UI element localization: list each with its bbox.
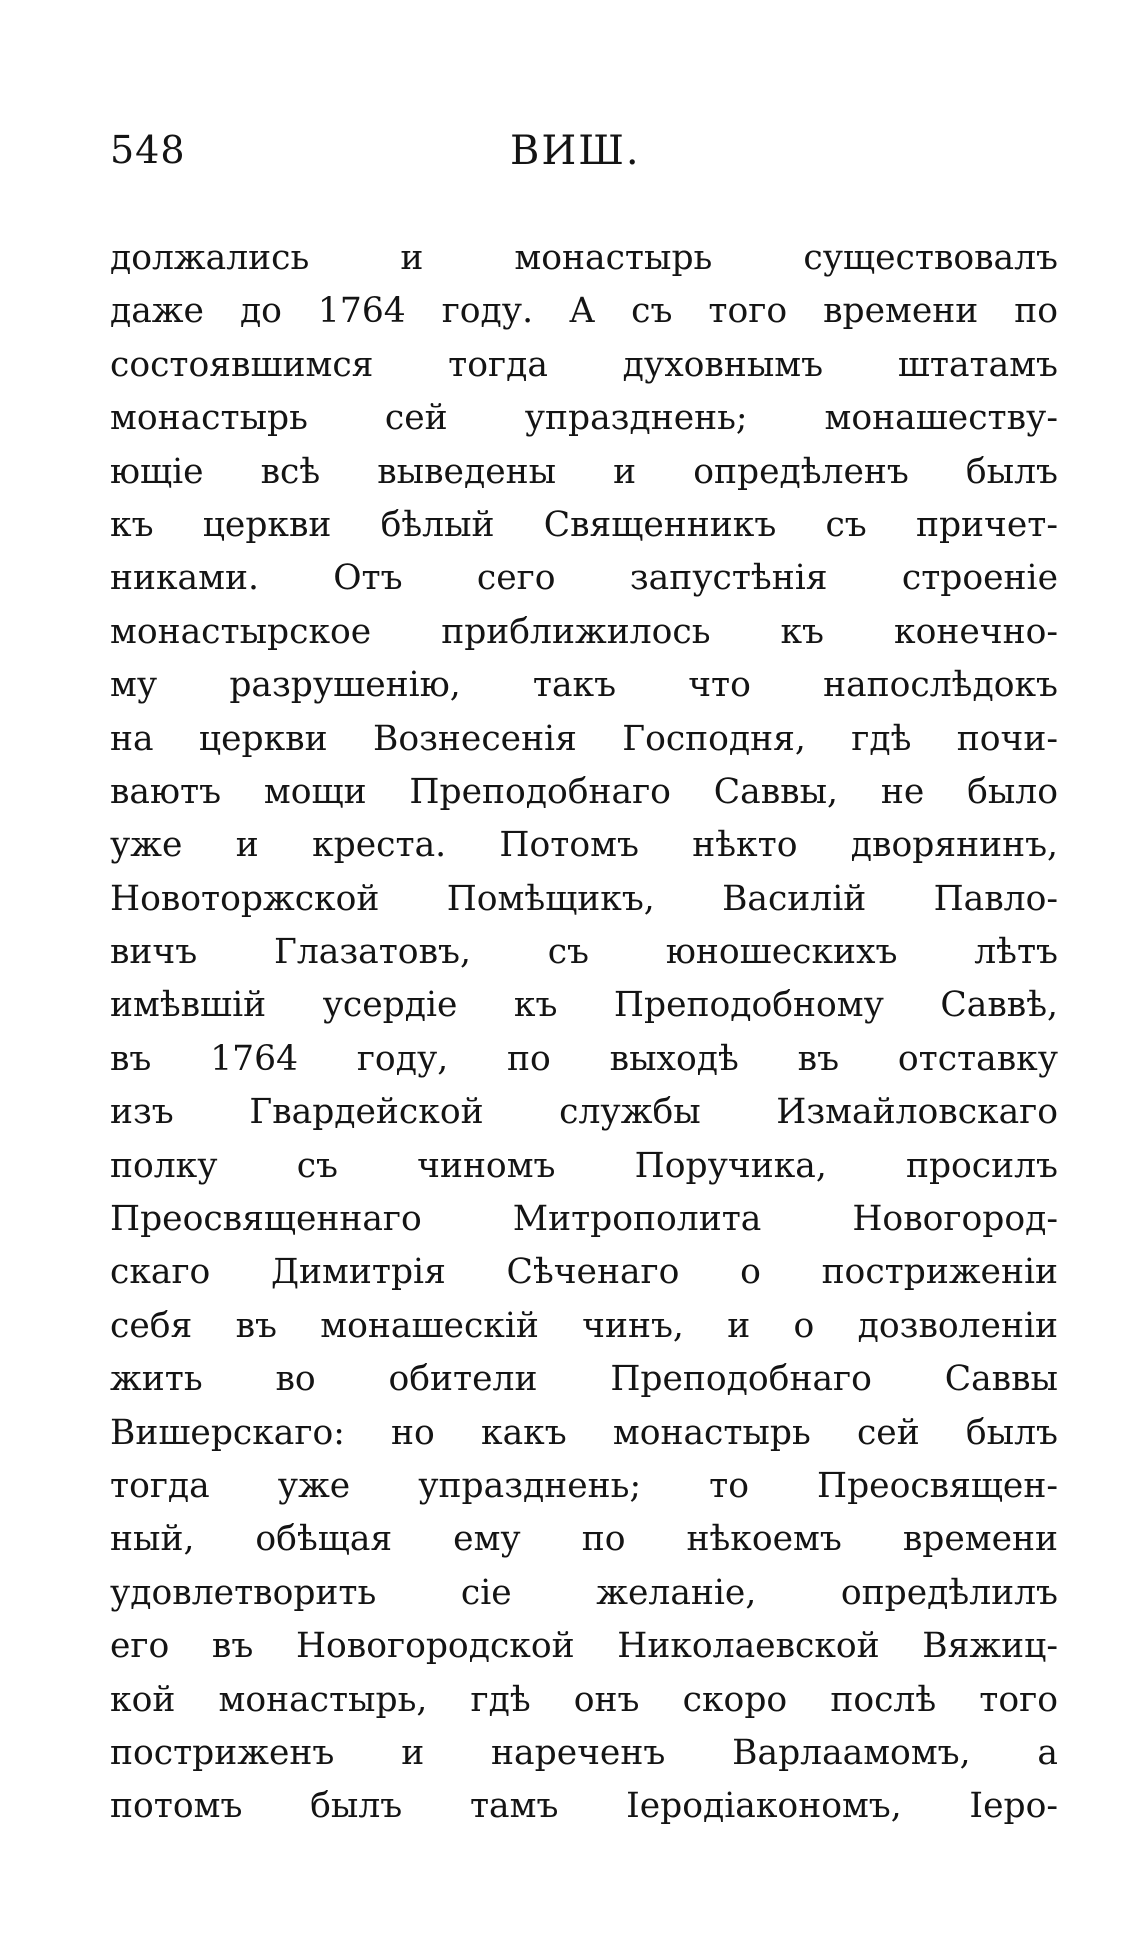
text-line: Преосвященнаго Митрополита Новогород- [110,1199,1058,1240]
text-line: состоявшимся тогда духовнымъ штатамъ [110,344,1058,385]
text-line: му разрушенію, такъ что напослѣдокъ [110,665,1058,706]
text-line: ный, обѣщая ему по нѣкоемъ времени [110,1519,1058,1560]
text-line: изъ Гвардейской службы Измайловскаго [110,1092,1058,1133]
text-line: вичъ Глазатовъ, съ юношескихъ лѣтъ [110,932,1058,973]
text-line: постриженъ и нареченъ Варлаамомъ, а [110,1732,1058,1773]
running-header [110,128,1060,188]
text-line: тогда уже упразднень; то Преосвящен- [110,1465,1058,1506]
text-line: къ церкви бѣлый Священникъ съ причет- [110,504,1058,545]
text-line: Вишерскаго: но какъ монастырь сей былъ [110,1412,1058,1453]
text-line: ваютъ мощи Преподобнаго Саввы, не было [110,771,1058,812]
text-line: удовлетворить сіе желаніе, опредѣлилъ [110,1572,1058,1613]
text-line: потомъ былъ тамъ Іеродіакономъ, Іеро- [110,1786,1058,1827]
text-line: кой монастырь, гдѣ онъ скоро послѣ того [110,1679,1058,1720]
running-title: ВИШ. [510,128,641,174]
text-line: никами. Отъ сего запустѣнія строеніе [110,558,1058,599]
text-line: имѣвшій усердіе къ Преподобному Саввѣ, [110,985,1058,1026]
text-line: въ 1764 году, по выходѣ въ отставку [110,1038,1058,1079]
text-line: ющіе всѣ выведены и опредѣленъ былъ [110,451,1058,492]
text-line: Новоторжской Помѣщикъ, Василій Павло- [110,878,1058,919]
page-number: 548 [110,128,186,172]
text-line: монастырское приближилось къ конечно- [110,611,1058,652]
text-line: должались и монастырь существовалъ [110,238,1058,278]
text-line: уже и креста. Потомъ нѣкто дворянинъ, [110,825,1058,866]
text-line: его въ Новогородской Николаевской Вяжиц- [110,1626,1058,1667]
text-line: скаго Димитрія Сѣченаго о постриженіи [110,1252,1058,1293]
text-line: монастырь сей упразднень; монашеству- [110,398,1058,439]
text-line: на церкви Вознесенія Господня, гдѣ почи- [110,718,1058,759]
body-text [110,232,1058,1834]
text-line: жить во обители Преподобнаго Саввы [110,1359,1058,1400]
text-line: даже до 1764 году. А съ того времени по [110,291,1058,332]
text-line: себя въ монашескій чинъ, и о дозволеніи [110,1305,1058,1346]
text-line: полку съ чиномъ Поручика, просилъ [110,1145,1058,1186]
